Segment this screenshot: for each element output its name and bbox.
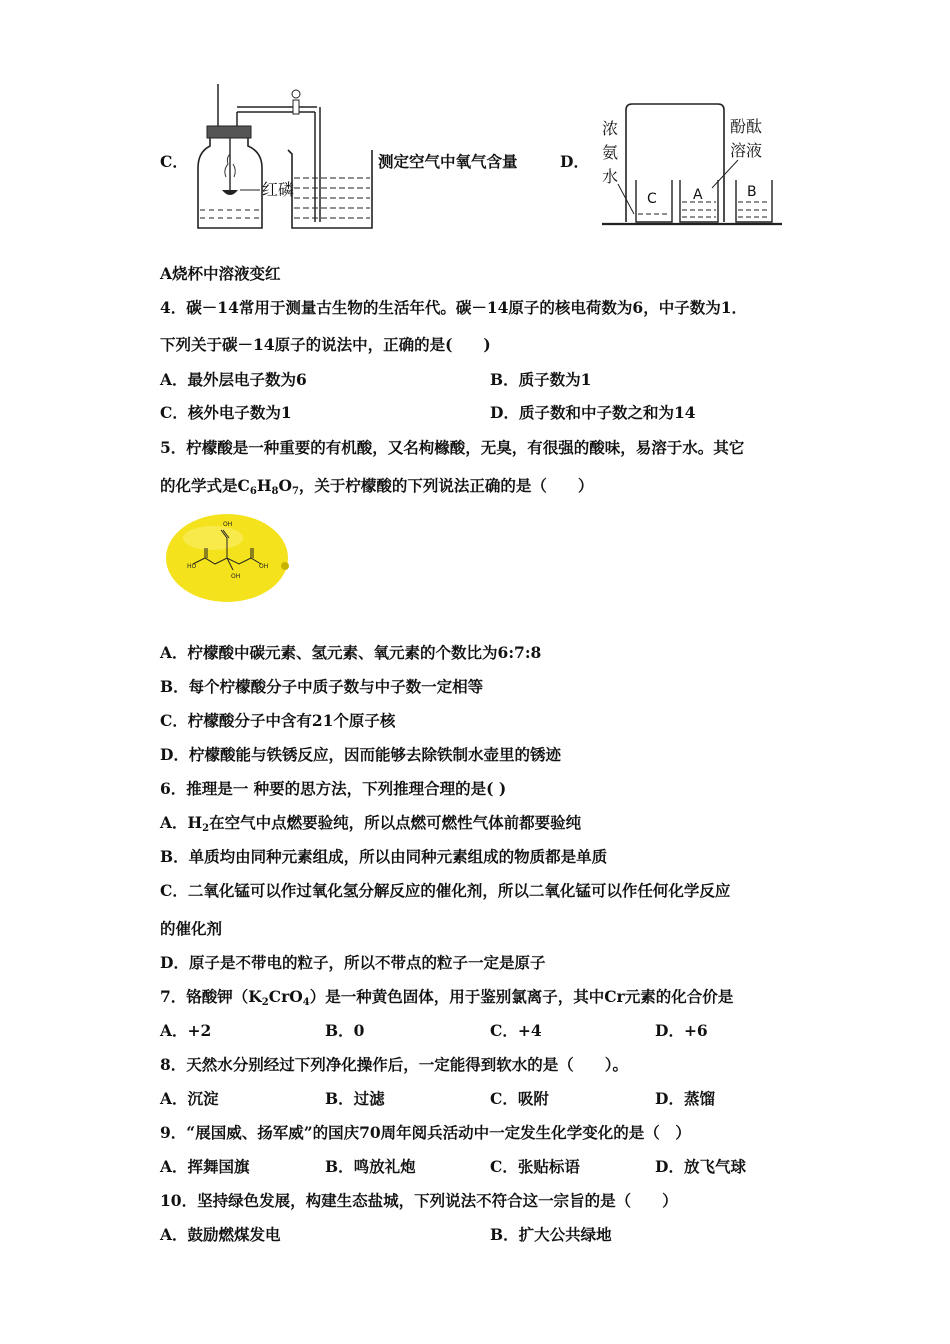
q6-option-b: B．单质均由同种元素组成，所以由同种元素组成的物质都是单质 xyxy=(160,847,608,866)
q7-option-b: B．0 xyxy=(325,1021,365,1040)
red-phosphorus-label: 红磷 xyxy=(262,180,295,199)
beaker-c-label: C xyxy=(647,191,657,207)
q9-option-b: B．鸣放礼炮 xyxy=(325,1157,416,1176)
q6-option-c-line2: 的催化剂 xyxy=(160,919,223,938)
q9-option-a: A．挥舞国旗 xyxy=(160,1157,250,1176)
q6-option-d: D．原子是不带电的粒子，所以不带点的粒子一定是原子 xyxy=(160,953,546,972)
option-d-letter: D． xyxy=(560,152,589,171)
q5-option-b: B．每个柠檬酸分子中质子数与中子数一定相等 xyxy=(160,677,484,696)
option-c-letter: C． xyxy=(160,152,188,171)
lemon-oh-right: OH xyxy=(259,563,269,570)
q6-option-c-line1: C．二氧化锰可以作过氧化氢分解反应的催化剂，所以二氧化锰可以作任何化学反应 xyxy=(160,881,731,900)
lemon-image xyxy=(163,508,291,604)
beaker-a-label: A xyxy=(693,187,703,203)
ammonia-label-3: 水 xyxy=(602,167,619,186)
q5-option-d: D．柠檬酸能与铁锈反应，因而能够去除铁制水壶里的锈迹 xyxy=(160,745,561,764)
q9-option-c: C．张贴标语 xyxy=(490,1157,580,1176)
q5-stem-1: 5．柠檬酸是一种重要的有机酸，又名枸橼酸，无臭，有很强的酸味，易溶于水。其它 xyxy=(160,438,745,457)
phenol-label-1: 酚酞 xyxy=(730,117,763,136)
q4-option-a: A．最外层电子数为6 xyxy=(160,370,307,389)
q8-option-c: C．吸附 xyxy=(490,1089,549,1108)
q5-option-c: C．柠檬酸分子中含有21个原子核 xyxy=(160,711,396,730)
ammonia-label-2: 氨 xyxy=(602,143,619,162)
option-d-answer: A烧杯中溶液变红 xyxy=(160,264,281,283)
q9-stem: 9．“展国威、扬军威”的国庆70周年阅兵活动中一定发生化学变化的是（ ） xyxy=(160,1123,691,1142)
q8-option-d: D．蒸馏 xyxy=(655,1089,715,1108)
q4-option-b: B．质子数为1 xyxy=(490,370,592,389)
q4-option-d: D．质子数和中子数之和为14 xyxy=(490,403,696,422)
q7-option-a: A．+2 xyxy=(160,1021,212,1040)
q7-option-c: C．+4 xyxy=(490,1021,542,1040)
q6-option-a: A．$H_2$在空气中点燃要验纯，所以点燃可燃性气体前都要验纯 xyxy=(160,813,582,834)
phenol-label-2: 溶液 xyxy=(730,141,763,160)
q10-option-b: B．扩大公共绿地 xyxy=(490,1225,612,1244)
q9-option-d: D．放飞气球 xyxy=(655,1157,746,1176)
q5-stem-2: 的化学式是$C_6H_8O_7$，关于柠檬酸的下列说法正确的是（ ） xyxy=(160,476,594,497)
ammonia-label-1: 浓 xyxy=(602,119,619,138)
q4-option-c: C．核外电子数为1 xyxy=(160,403,292,422)
lemon-oh-top: OH xyxy=(223,521,233,528)
q10-stem: 10．坚持绿色发展，构建生态盐城，下列说法不符合这一宗旨的是（ ） xyxy=(160,1191,678,1210)
q5-option-a: A．柠檬酸中碳元素、氢元素、氧元素的个数比为6:7:8 xyxy=(160,643,542,662)
q7-option-d: D．+6 xyxy=(655,1021,708,1040)
q8-option-a: A．沉淀 xyxy=(160,1089,219,1108)
lemon-ho-left: HO xyxy=(187,563,197,570)
lemon-oh-bottom: OH xyxy=(231,573,241,580)
q4-stem-1: 4．碳－14常用于测量古生物的生活年代。碳－14原子的核电荷数为6，中子数为1． xyxy=(160,298,747,317)
oxygen-apparatus-figure xyxy=(190,82,375,234)
q7-stem: 7．铬酸钾$(K_2CrO_4)$是一种黄色固体，用于鉴别氯离子，其中Cr元素的化合价是 xyxy=(160,987,734,1008)
ammonia-diffusion-figure xyxy=(600,102,785,230)
q10-option-a: A．鼓励燃煤发电 xyxy=(160,1225,281,1244)
beaker-b-label: B xyxy=(747,184,757,200)
q8-option-b: B．过滤 xyxy=(325,1089,385,1108)
q4-stem-2: 下列关于碳－14原子的说法中，正确的是( ) xyxy=(160,335,491,354)
q8-stem: 8．天然水分别经过下列净化操作后，一定能得到软水的是（ ）。 xyxy=(160,1055,629,1074)
q6-stem: 6．推理是一 种要的思方法，下列推理合理的是( ) xyxy=(160,779,507,798)
option-c-caption: 测定空气中氧气含量 xyxy=(378,152,518,171)
